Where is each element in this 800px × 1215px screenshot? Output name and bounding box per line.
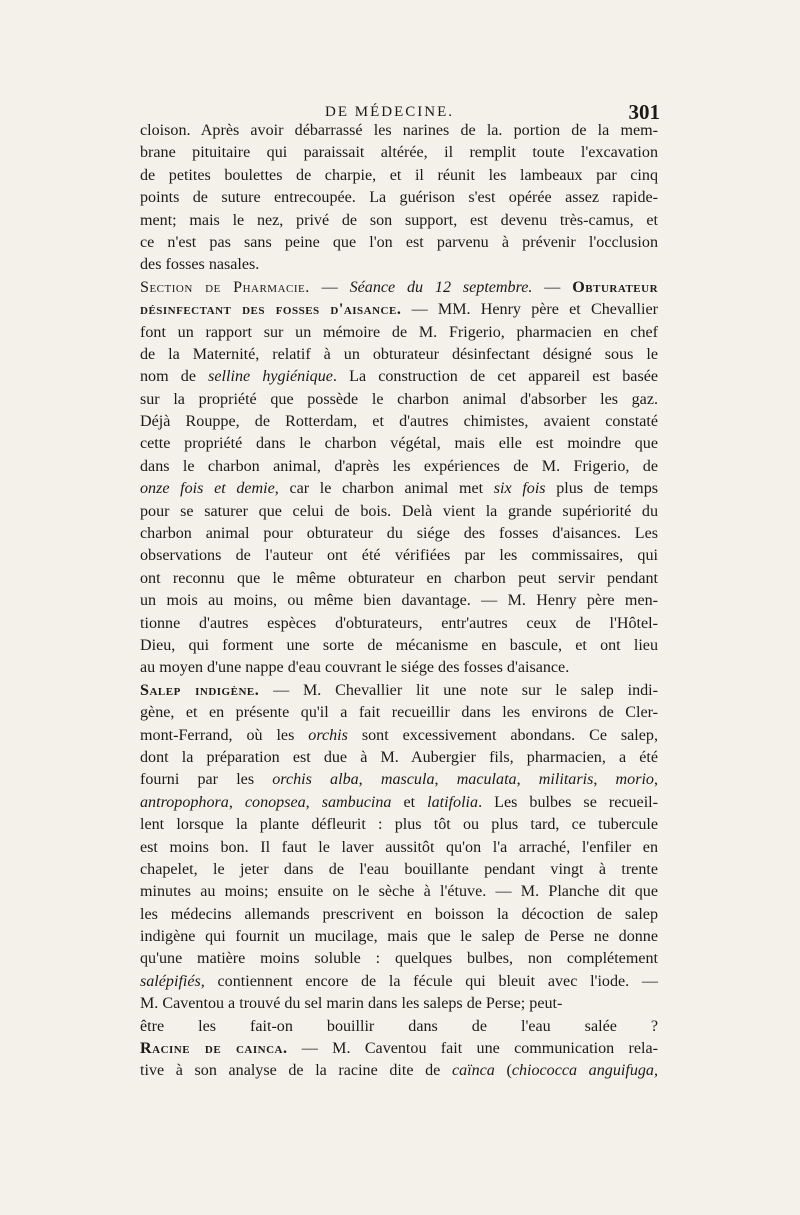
subsection-heading: Obturateur <box>572 278 659 296</box>
subsection-heading: Racine de cainca. <box>140 1040 288 1058</box>
text-run: , <box>434 771 457 789</box>
text-line <box>140 433 658 455</box>
text-run: cette propriété dans le charbon végétal, mais elle est moindre que <box>140 435 658 453</box>
text-run: , <box>516 771 539 789</box>
text-run: ment; mais le nez, privé de son support, est devenu très-camus, et <box>140 211 658 229</box>
text-line <box>140 232 658 254</box>
text-line <box>140 837 658 859</box>
text-line <box>140 590 658 612</box>
text-run: , <box>305 793 322 811</box>
text-run: qu'une matière moins soluble : quelques bulbes, non complétement <box>140 950 658 968</box>
text-run: dont la préparation est due à M. Aubergier fils, pharmacien, a été <box>140 748 658 766</box>
text-run: , contiennent encore de la fécule qui bleuit avec l'iode. — <box>200 972 658 990</box>
text-run: un mois au moins, ou même bien davantage. — M. Henry père men- <box>140 592 658 610</box>
text-run: des fosses nasales. <box>140 256 260 274</box>
text-line <box>140 948 658 970</box>
text-run: les médecins allemands prescrivent en boisson la décoction de salep <box>140 905 658 923</box>
italic-run: mascula <box>380 771 435 789</box>
text-line <box>140 792 658 814</box>
text-line <box>140 456 658 478</box>
italic-run: onze fois et demie <box>140 480 275 498</box>
text-run: — M. Chevallier lit une note sur le salep indi- <box>259 681 658 699</box>
text-run: , car le charbon animal met <box>274 480 494 498</box>
text-line <box>140 299 658 321</box>
text-line <box>140 725 658 747</box>
text-line <box>140 1016 658 1038</box>
text-run: dans le charbon animal, d'après les expériences de M. Frigerio, de <box>140 457 658 475</box>
text-line <box>140 971 658 993</box>
text-run: brane pituitaire qui paraissait altérée, il remplit toute l'excavation <box>140 144 658 162</box>
text-line <box>140 322 658 344</box>
text-run: indigène qui fournit un mucilage, mais que le salep de Perse ne donne <box>140 928 658 946</box>
italic-run: caïnca <box>451 1062 495 1080</box>
text-run: lent lorsque la plante défleurit : plus tôt ou plus tard, ce tubercule <box>140 816 658 834</box>
text-run: — MM. Henry père et Chevallier <box>401 301 658 319</box>
text-run: M. Caventou a trouvé du sel marin dans les saleps de Perse; peut- <box>140 995 563 1013</box>
text-run: . La construction de cet appareil est basée <box>332 368 659 386</box>
italic-run: salépifiés <box>140 972 201 990</box>
text-line <box>140 993 658 1015</box>
text-line <box>140 881 658 903</box>
text-run: tive à son analyse de la racine dite de <box>140 1062 452 1080</box>
text-run: pour se saturer que celui de bois. Delà vient la grande supériorité du <box>140 502 658 520</box>
subsection-heading: Salep indigène. <box>140 681 260 699</box>
text-line <box>140 501 658 523</box>
text-run: observations de l'auteur ont été vérifiées par les commissaires, qui <box>140 547 658 565</box>
italic-run: latifolia <box>427 793 479 811</box>
text-line <box>140 926 658 948</box>
text-line <box>140 523 658 545</box>
italic-run: orchis <box>308 726 348 744</box>
text-line <box>140 635 658 657</box>
text-run: ( <box>494 1062 512 1080</box>
text-line <box>140 1060 658 1082</box>
body-text <box>140 120 658 1083</box>
subsection-heading: désinfectant des fosses d'aisance. <box>140 301 402 319</box>
text-run: , <box>653 771 659 789</box>
text-run: minutes au moins; ensuite on le sèche à l'étuve. — M. Planche dit que <box>140 883 658 901</box>
text-run: de petites boulettes de charpie, et il réunit les lambeaux par cinq <box>140 166 658 184</box>
italic-run: sambucina <box>321 793 392 811</box>
text-line <box>140 769 658 791</box>
text-line <box>140 344 658 366</box>
text-run: sur la propriété que possède le charbon animal d'absorber les gaz. <box>140 390 658 408</box>
italic-run: maculata <box>456 771 517 789</box>
text-line <box>140 702 658 724</box>
text-line <box>140 904 658 926</box>
text-run: est moins bon. Il faut le laver aussitôt qu'on l'a arraché, l'enfiler en <box>140 838 658 856</box>
text-line <box>140 747 658 769</box>
text-run: — <box>532 278 573 296</box>
text-line <box>140 568 658 590</box>
text-run: . Les bulbes se recueil- <box>478 793 658 811</box>
text-line <box>140 680 658 702</box>
italic-run: conopsea <box>244 793 306 811</box>
text-run: , <box>358 771 381 789</box>
text-run: ce n'est pas sans peine que l'on est parvenu à prévenir l'occlusion <box>140 233 658 251</box>
text-run: au moyen d'une nappe d'eau couvrant le siége des fosses d'aisance. <box>140 659 570 677</box>
text-line <box>140 120 658 142</box>
text-run: cloison. Après avoir débarrassé les narines de la. portion de la mem- <box>140 122 658 139</box>
text-run: être les fait-on bouillir dans de l'eau salée ? <box>140 1017 658 1035</box>
italic-run: militaris <box>538 771 594 789</box>
text-run: tionne d'autres espèces d'obturateurs, entr'autres ceux de l'Hôtel- <box>140 614 658 632</box>
text-line <box>140 187 658 209</box>
text-run: et <box>391 793 428 811</box>
text-run: , <box>593 771 616 789</box>
running-title: DE MÉDECINE. <box>325 104 454 120</box>
text-run: plus de temps <box>545 480 659 498</box>
text-run: nom de <box>140 368 209 386</box>
section-heading: Section de Pharmacie. <box>140 278 310 296</box>
text-run: gène, et en présente qu'il a fait recueillir dans les environs de Cler- <box>140 704 658 722</box>
italic-run: morio <box>615 771 654 789</box>
page-number: 301 <box>628 100 660 124</box>
text-line <box>140 165 658 187</box>
text-run: de la Maternité, relatif à un obturateur désinfectant désigné sous le <box>140 345 658 363</box>
text-line <box>140 1038 658 1060</box>
italic-run: six fois <box>493 480 546 498</box>
text-line <box>140 545 658 567</box>
text-line <box>140 366 658 388</box>
text-line <box>140 478 658 500</box>
text-line <box>140 859 658 881</box>
text-line <box>140 389 658 411</box>
text-run: Déjà Rouppe, de Rotterdam, et d'autres chimistes, avaient constaté <box>140 413 658 431</box>
text-run: , <box>653 1062 658 1080</box>
text-run: — M. Caventou fait une communication rela- <box>287 1040 658 1058</box>
text-line <box>140 814 658 836</box>
italic-run: orchis alba <box>272 771 359 789</box>
text-run: , <box>228 793 245 811</box>
italic-run: chiococca anguifuga <box>511 1062 654 1080</box>
text-run: Dieu, qui forment une sorte de mécanisme en bascule, et ont lieu <box>140 636 658 654</box>
text-run: sont excessivement abondans. Ce salep, <box>347 726 658 744</box>
text-run: chapelet, le jeter dans de l'eau bouillante pendant vingt à trente <box>140 860 658 878</box>
text-line <box>140 142 658 164</box>
italic-run: Séance du 12 septembre. <box>349 278 533 296</box>
text-run: fourni par les <box>140 771 273 789</box>
text-run: charbon animal pour obturateur du siége des fosses d'aisances. Les <box>140 525 658 543</box>
text-line <box>140 254 658 276</box>
text-line <box>140 210 658 232</box>
text-run: font un rapport sur un mémoire de M. Frigerio, pharmacien en chef <box>140 323 658 341</box>
text-line <box>140 411 658 433</box>
italic-run: selline hygiénique <box>208 368 333 386</box>
text-run: points de suture entrecoupée. La guérison s'est opérée assez rapide- <box>140 189 658 207</box>
text-line <box>140 277 658 299</box>
text-run: mont-Ferrand, où les <box>140 726 309 744</box>
text-run: — <box>309 278 350 296</box>
text-run: ont reconnu que le même obturateur en charbon peut servir pendant <box>140 569 658 587</box>
italic-run: antropophora <box>140 793 229 811</box>
text-line <box>140 613 658 635</box>
text-line <box>140 657 658 679</box>
